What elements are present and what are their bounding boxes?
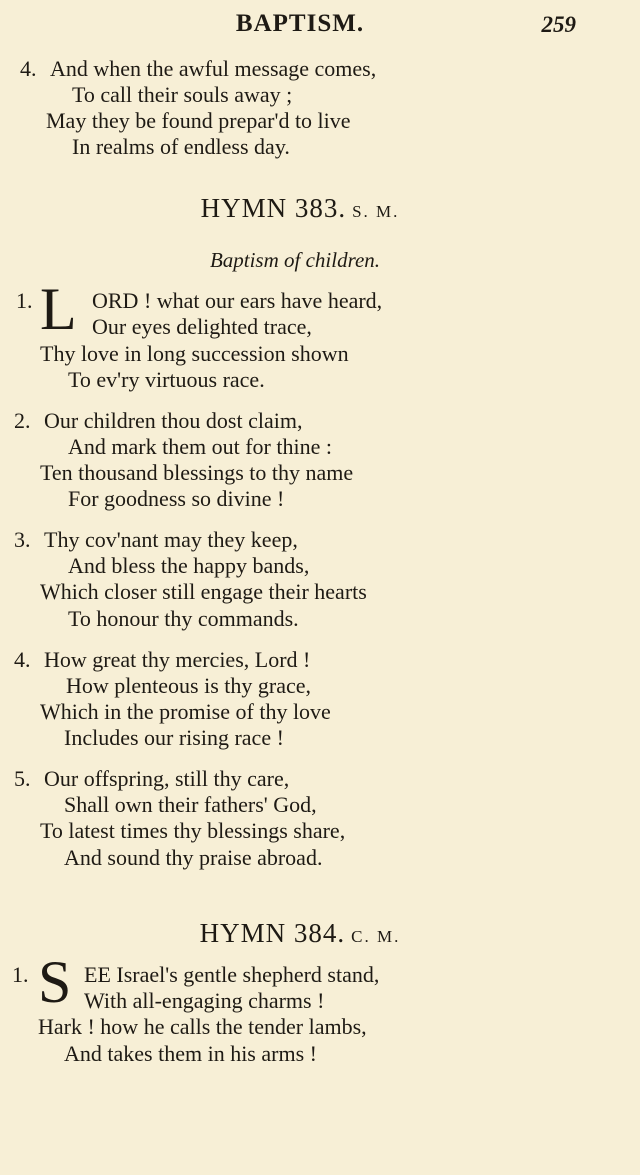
verse-number: 1. xyxy=(16,288,33,313)
verse-line: Thy love in long succession shown xyxy=(40,341,349,366)
hymn-number: HYMN 384. xyxy=(199,918,346,948)
hymn-383-title xyxy=(0,193,600,224)
verse-line: EE Israel's gentle shepherd stand, xyxy=(84,962,380,987)
verse-line: Our children thou dost claim, xyxy=(44,408,303,433)
verse-line: For goodness so divine ! xyxy=(68,486,285,511)
verse-line: ORD ! what our ears have heard, xyxy=(92,288,383,313)
verse-number: 4. xyxy=(14,647,31,672)
hymn-meter: S. M. xyxy=(352,202,400,221)
hymn-384-title xyxy=(0,918,600,949)
verse-line: To ev'ry virtuous race. xyxy=(68,367,265,392)
verse-line: With all-engaging charms ! xyxy=(84,988,325,1013)
drop-cap-letter: S xyxy=(38,949,72,1015)
verse-line: Includes our rising race ! xyxy=(64,725,284,750)
verse-line: Shall own their fathers' God, xyxy=(64,792,317,817)
section-title: BAPTISM. xyxy=(235,10,365,37)
verse-line: Which closer still engage their hearts xyxy=(40,579,367,604)
verse-number: 2. xyxy=(14,408,31,433)
verse-line: Which in the promise of thy love xyxy=(40,699,331,724)
verse-line: May they be found prepar'd to live xyxy=(46,108,351,133)
verse-line: To latest times thy blessings share, xyxy=(40,818,346,843)
verse-line: Thy cov'nant may they keep, xyxy=(44,527,298,552)
running-head xyxy=(0,8,640,42)
verse-line: To call their souls away ; xyxy=(72,82,293,107)
page-number: 259 xyxy=(541,12,576,37)
verse-line: Hark ! how he calls the tender lambs, xyxy=(38,1014,367,1039)
verse-number: 3. xyxy=(14,527,31,552)
verse-line: And when the awful message comes, xyxy=(50,56,377,81)
verse-line: And bless the happy bands, xyxy=(68,553,310,578)
verse-number: 4. xyxy=(20,56,37,81)
verse-line: Ten thousand blessings to thy name xyxy=(40,460,354,485)
hymn-meter: C. M. xyxy=(351,927,401,946)
verse-line: In realms of endless day. xyxy=(72,134,290,159)
hymn-subtitle: Baptism of children. xyxy=(209,248,381,272)
verse-line: How plenteous is thy grace, xyxy=(66,673,311,698)
verse-line: To honour thy commands. xyxy=(68,606,299,631)
verse-line: And takes them in his arms ! xyxy=(64,1041,317,1066)
verse-line: And mark them out for thine : xyxy=(68,434,332,459)
verse-line: And sound thy praise abroad. xyxy=(64,845,323,870)
verse-number: 5. xyxy=(14,766,31,791)
verse-line: Our eyes delighted trace, xyxy=(92,314,312,339)
verse-number: 1. xyxy=(12,962,29,987)
drop-cap-letter: L xyxy=(40,276,77,342)
verse-line: How great thy mercies, Lord ! xyxy=(44,647,311,672)
hymn-number: HYMN 383. xyxy=(200,193,347,223)
verse-line: Our offspring, still thy care, xyxy=(44,766,290,791)
